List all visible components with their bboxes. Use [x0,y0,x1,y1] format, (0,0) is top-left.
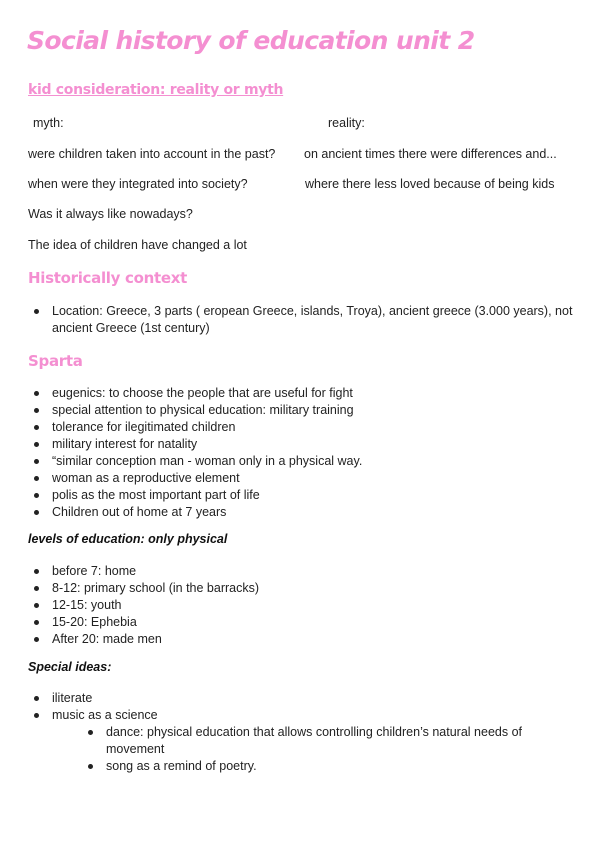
special-ideas-heading: Special ideas: [28,660,112,674]
list-item: 12-15: youth [28,597,259,614]
context-list [28,303,573,337]
list-item: woman as a reproductive element [28,470,362,487]
list-item: polis as the most important part of life [28,487,362,504]
myth-question-2: when were they integrated into society? [28,177,248,191]
myth-label: myth: [33,116,64,130]
historical-context-heading: Historically context [28,269,188,287]
list-item: tolerance for ilegitimated children [28,419,362,436]
ideas-sublist [82,724,552,775]
kid-line-4: The idea of children have changed a lot [28,238,247,252]
levels-list [28,563,259,648]
list-item: After 20: made men [28,631,259,648]
list-item: dance: physical education that allows controlling children’s natural needs of movement [82,724,552,758]
list-item: 15-20: Ephebia [28,614,259,631]
reality-answer-2: where there less loved because of being kids [305,177,555,191]
kid-line-3: Was it always like nowadays? [28,207,193,221]
list-item: military interest for natality [28,436,362,453]
list-item: Children out of home at 7 years [28,504,362,521]
sparta-heading: Sparta [28,352,83,370]
myth-question-1: were children taken into account in the past? [28,147,276,161]
list-item: before 7: home [28,563,259,580]
list-item: 8-12: primary school (in the barracks) [28,580,259,597]
list-item: song as a remind of poetry. [82,758,552,775]
levels-heading: levels of education: only physical [28,532,228,546]
list-item: iliterate [28,690,158,707]
list-item: Location: Greece, 3 parts ( eropean Greece, islands, Troya), ancient greece (3.000 years), not ancient Greece (1st century) [28,303,573,337]
reality-answer-1: on ancient times there were differences and... [304,147,557,161]
kid-consideration-heading: kid consideration: reality or myth [28,82,284,98]
list-item: special attention to physical education: military training [28,402,362,419]
sparta-list [28,385,362,521]
reality-label: reality: [328,116,365,130]
list-item: music as a science [28,707,158,724]
list-item: eugenics: to choose the people that are useful for fight [28,385,362,402]
ideas-list [28,690,158,724]
list-item: “similar conception man - woman only in a physical way. [28,453,362,470]
page-title: Social history of education unit 2 [27,26,475,55]
